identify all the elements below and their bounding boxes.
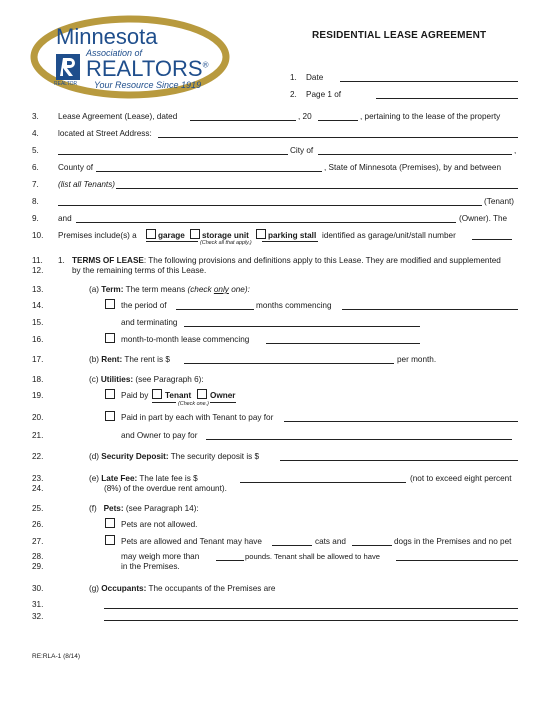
period-of-label: the period of	[121, 301, 167, 310]
owner-pays-label: and Owner to pay for	[121, 431, 198, 440]
date-field[interactable]	[340, 81, 518, 82]
line-number: 15.	[32, 318, 44, 327]
pets-title: Pets:	[103, 504, 124, 513]
page-count-field[interactable]	[376, 98, 518, 99]
month-to-month-start-field[interactable]	[266, 343, 420, 344]
term-letter: (a)	[89, 285, 100, 294]
line-number: 3.	[32, 112, 39, 121]
pets-not-allowed-label: Pets are not allowed.	[121, 520, 198, 529]
county-label: County of	[58, 163, 94, 172]
line-number: 21.	[32, 431, 44, 440]
months-commencing-label: months commencing	[256, 301, 332, 310]
pets-allowed-label: Pets are allowed and Tenant may have	[121, 537, 262, 546]
utilities-letter: (c)	[89, 375, 99, 384]
terminating-label: and terminating	[121, 318, 178, 327]
city-label: City of	[290, 146, 314, 155]
street-address-field[interactable]	[158, 137, 518, 138]
street-address-label: located at Street Address:	[58, 129, 152, 138]
line-number: 26.	[32, 520, 44, 529]
line-number: 5.	[32, 146, 39, 155]
page-num: 2.	[290, 90, 297, 99]
garage-checkbox[interactable]	[146, 229, 156, 239]
owner-label: (Owner). The	[459, 214, 508, 223]
max-weight-label: may weigh more than	[121, 552, 200, 561]
line-number: 9.	[32, 214, 39, 223]
cats-count-field[interactable]	[272, 545, 312, 546]
check-one-rule-right	[210, 402, 236, 403]
occupants-field-2[interactable]	[104, 620, 518, 621]
date-label: Date	[306, 73, 324, 82]
storage-unit-checkbox[interactable]	[190, 229, 200, 239]
in-premises-label: in the Premises.	[121, 562, 180, 571]
mn-realtors-logo	[30, 14, 230, 100]
line-number: 18.	[32, 375, 44, 384]
utilities-owner-checkbox[interactable]	[197, 389, 207, 399]
identified-as-label: identified as garage/unit/stall number	[322, 231, 456, 240]
late-fee-limit: (not to exceed eight percent	[410, 474, 512, 483]
and-label: and	[58, 214, 72, 223]
other-pets-field[interactable]	[396, 560, 518, 561]
line-number: 25.	[32, 504, 44, 513]
pets-text: (see Paragraph 14):	[125, 504, 199, 513]
utilities-title: Utilities:	[100, 375, 134, 384]
cats-and-label: cats and	[315, 537, 346, 546]
city-comma: ,	[514, 146, 517, 155]
property-text: , pertaining to the lease of the property	[360, 112, 501, 121]
line-number: 27.	[32, 537, 44, 546]
term-only: only	[213, 285, 229, 294]
occupants-line	[89, 584, 275, 594]
garage-label: garage	[158, 231, 185, 240]
months-field[interactable]	[176, 309, 254, 310]
premises-include-label: Premises include(s) a	[58, 231, 137, 240]
section-1-num: 1.	[58, 256, 65, 265]
month-to-month-label: month-to-month lease commencing	[121, 335, 250, 344]
line-number: 10.	[32, 231, 44, 240]
term-check: (check	[187, 285, 212, 294]
logo-line3	[86, 56, 208, 82]
security-text: The security deposit is $	[170, 452, 260, 461]
line-number: 24.	[32, 484, 44, 493]
line-number: 17.	[32, 355, 44, 364]
terminating-field[interactable]	[184, 326, 420, 327]
check-all-rule-right	[262, 241, 318, 242]
check-all-note: (Check all that apply.)	[200, 240, 252, 246]
security-title: Security Deposit:	[101, 452, 169, 461]
tenants-field-continued[interactable]	[58, 205, 482, 206]
pets-letter: (f)	[89, 504, 97, 513]
city-field[interactable]	[318, 154, 512, 155]
fixed-term-start-field[interactable]	[342, 309, 518, 310]
county-field[interactable]	[96, 171, 322, 172]
line-number: 30.	[32, 584, 44, 593]
date-num: 1.	[290, 73, 297, 82]
security-deposit-field[interactable]	[280, 460, 518, 461]
term-one: one):	[231, 285, 250, 294]
state-text: , State of Minnesota (Premises), by and between	[324, 163, 502, 172]
check-one-rule-left	[152, 402, 176, 403]
line-number: 4.	[32, 129, 39, 138]
occupants-title: Occupants:	[101, 584, 147, 593]
check-all-rule-left	[146, 241, 198, 242]
tenants-field[interactable]	[116, 188, 518, 189]
parking-stall-checkbox[interactable]	[256, 229, 266, 239]
lease-date-field[interactable]	[190, 120, 296, 121]
year-field[interactable]	[318, 120, 358, 121]
pounds-label: pounds. Tenant shall be allowed to have	[245, 552, 380, 561]
line-number: 31.	[32, 600, 44, 609]
logo-realtors-word: REALTORS	[86, 56, 203, 81]
line-number: 14.	[32, 301, 44, 310]
rent-line	[89, 355, 170, 365]
terms-of-lease-text	[72, 256, 501, 266]
security-letter: (d)	[89, 452, 100, 461]
security-deposit-line	[89, 452, 259, 462]
line-number: 20.	[32, 413, 44, 422]
term-text: The term means	[125, 285, 186, 294]
terms-of-lease-body: : The following provisions and definitions apply to this Lease. They are modified and supplemented	[143, 256, 501, 265]
late-fee-limit-continued: (8%) of the overdue rent amount).	[104, 484, 227, 493]
tenant-pays-field[interactable]	[284, 421, 518, 422]
line-number: 13.	[32, 285, 44, 294]
late-fee-line	[89, 474, 198, 484]
line-number: 29.	[32, 562, 44, 571]
year-prefix: , 20	[298, 112, 312, 121]
rent-amount-field[interactable]	[184, 363, 394, 364]
line-number: 22.	[32, 452, 44, 461]
term-heading	[89, 285, 250, 295]
line-number: 12.	[32, 266, 44, 275]
check-one-note: (Check one.)	[178, 401, 209, 407]
utilities-tenant-label: Tenant	[165, 391, 192, 400]
dogs-label: dogs in the Premises and no pet	[394, 537, 512, 546]
utilities-tenant-checkbox[interactable]	[152, 389, 162, 399]
utilities-split-checkbox[interactable]	[105, 411, 115, 421]
month-to-month-checkbox[interactable]	[105, 333, 115, 343]
utilities-paid-by-checkbox[interactable]	[105, 389, 115, 399]
list-tenants-label: (list all Tenants)	[58, 180, 116, 189]
term-title: Term:	[101, 285, 124, 294]
stall-number-field[interactable]	[472, 239, 512, 240]
utilities-text: (see Paragraph 6):	[135, 375, 204, 384]
tenant-label: (Tenant)	[484, 197, 515, 206]
owner-field[interactable]	[76, 222, 456, 223]
late-fee-field[interactable]	[240, 482, 406, 483]
line-number: 6.	[32, 163, 39, 172]
storage-unit-label: storage unit	[202, 231, 249, 240]
owner-pays-field[interactable]	[206, 439, 512, 440]
logo-badge-caption: REALTOR	[54, 81, 78, 87]
logo-line2: Association of	[86, 48, 143, 58]
dogs-count-field[interactable]	[352, 545, 392, 546]
rent-title: Rent:	[101, 355, 123, 364]
late-fee-letter: (e)	[89, 474, 100, 483]
max-weight-field[interactable]	[216, 560, 244, 561]
logo-tagline: Your Resource Since 1919	[94, 80, 202, 90]
line-number: 32.	[32, 612, 44, 621]
document-title: RESIDENTIAL LEASE AGREEMENT	[312, 30, 487, 41]
line-number: 19.	[32, 391, 44, 400]
form-code: RE:RLA-1 (8/14)	[32, 653, 81, 660]
per-month-label: per month.	[397, 355, 437, 364]
utilities-owner-label: Owner	[210, 391, 236, 400]
rent-letter: (b)	[89, 355, 100, 364]
late-fee-text: The late fee is $	[139, 474, 198, 483]
rent-text: The rent is $	[124, 355, 170, 364]
occupants-text: The occupants of the Premises are	[148, 584, 276, 593]
parking-stall-label: parking stall	[268, 231, 317, 240]
lease-dated-label: Lease Agreement (Lease), dated	[58, 112, 178, 121]
page-of-label: Page 1 of	[306, 90, 342, 99]
pets-not-allowed-checkbox[interactable]	[105, 518, 115, 528]
pets-allowed-checkbox[interactable]	[105, 535, 115, 545]
line-number: 16.	[32, 335, 44, 344]
line-number: 7.	[32, 180, 39, 189]
terms-of-lease-heading: TERMS OF LEASE	[72, 256, 144, 265]
terms-of-lease-continued: by the remaining terms of this Lease.	[72, 266, 207, 275]
line-number: 28.	[32, 552, 44, 561]
line-number: 8.	[32, 197, 39, 206]
late-fee-title: Late Fee:	[101, 474, 138, 483]
paid-by-label: Paid by	[121, 391, 149, 400]
pets-heading	[89, 504, 199, 514]
paid-in-part-label: Paid in part by each with Tenant to pay for	[121, 413, 274, 422]
fixed-term-checkbox[interactable]	[105, 299, 115, 309]
line-number: 23.	[32, 474, 44, 483]
logo-registered: ®	[202, 60, 209, 70]
occupants-letter: (g)	[89, 584, 100, 593]
occupants-field-1[interactable]	[104, 608, 518, 609]
address-continued-field[interactable]	[58, 154, 288, 155]
line-number: 11.	[32, 256, 43, 265]
utilities-heading	[89, 375, 204, 385]
logo-line1: Minnesota	[56, 24, 158, 49]
